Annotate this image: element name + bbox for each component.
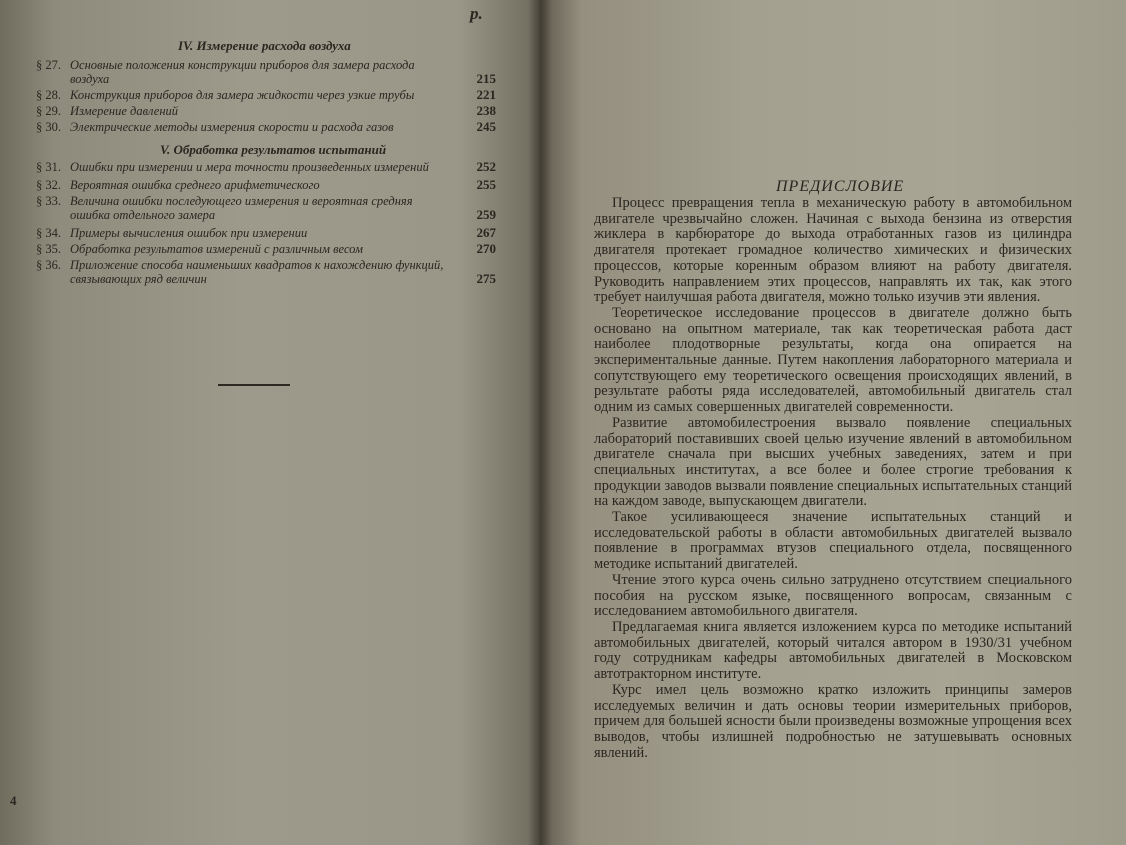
toc-entry-title: Измерение давлений [70, 104, 179, 118]
toc-entry [36, 194, 496, 222]
toc-entry-page: 245 [476, 119, 496, 134]
left-page [0, 0, 540, 845]
toc-entry-page: 267 [476, 225, 496, 240]
running-head: p. [470, 4, 483, 23]
toc-entry-page: 238 [476, 103, 496, 118]
preface-paragraph: Процесс превращения тепла в механическую работу в автомобильном двигателе чрезвычайно сложен. Начиная с выхода бензина из отверстия жиклера в карбюраторе до выхода отработанных газов из цилиндра двигателя протекает громадное количество химических и физических процессов, которые коренным образом влияют на работу двигателя. Руководить направлением этих процессов, направлять их так, как этого требует наилучшая работа двигателя, можно только изучив эти явления. [594, 195, 1072, 306]
toc-section-heading: IV. Измерение расхода воздуха [178, 38, 351, 53]
toc-entry-number: § 27. [36, 58, 61, 72]
toc-entry [36, 104, 496, 118]
preface-paragraph: Развитие автомобилестроения вызвало появление специальных лабораторий поставивших своей целью изучение явлений в автомобильном двигателе сначала при высших учебных заведениях, затем и при специальных институтах, а все более и более строгие требования к продукции заводов вызвали появление специальных испытательных станций на каждом заводе, выпускающем двигатели. [594, 414, 1072, 510]
toc-entry-title: Примеры вычисления ошибок при измерении [70, 226, 308, 240]
book-gutter [528, 0, 552, 845]
toc-entry-page: 252 [476, 159, 496, 174]
toc-entry-title: Величина ошибки последующего измерения и вероятная средняя [70, 194, 413, 208]
toc-entry [36, 258, 496, 286]
page-number: 4 [10, 793, 17, 808]
toc-entry-number: § 31. [36, 160, 61, 174]
toc-entry-title: Обработка результатов измерений с различным весом [70, 242, 363, 256]
toc-entry-title: Ошибки при измерении и мера точности произведенных измерений [70, 160, 429, 174]
toc-entry-page: 255 [476, 177, 496, 192]
toc-entry-number: § 30. [36, 120, 61, 134]
toc-entry [36, 242, 496, 256]
toc-entry-page: 275 [476, 271, 496, 286]
toc-entry-title: Конструкция приборов для замера жидкости через узкие трубы [70, 88, 415, 102]
toc-entry-title-cont: связывающих ряд величин [70, 272, 207, 286]
preface-paragraph: Чтение этого курса очень сильно затруднено отсутствием специального пособия на русском языке, посвященного вопросам, связанным с исследованием автомобильного двигателя. [594, 571, 1072, 620]
preface-paragraph: Теоретическое исследование процессов в двигателе должно быть основано на опытном материале, так как теоретическая работа даст наиболее плодотворные результаты, когда она опирается на экспериментальные данные. Путем накопления лабораторного материала и сопутствующего ему теоретического освещения происходящих явлений, в результате работы ряда исследователей, автомобильный двигатель стал одним из самых совершенных двигателей современности. [594, 304, 1072, 416]
toc-entry-page: 259 [476, 207, 496, 222]
toc-entry [36, 160, 496, 174]
toc-entry-number: § 29. [36, 104, 61, 118]
toc-entry-number: § 36. [36, 258, 61, 272]
preface-paragraph: Курс имел цель возможно кратко изложить принципы замеров исследуемых величин и дать основы теории измерительных приборов, причем для большей ясности были произведены возможные упрощения всех выводов, чтобы излишней подробностью не затушевывать основных явлений. [594, 681, 1072, 761]
preface-title: ПРЕДИСЛОВИЕ [776, 178, 905, 195]
toc-entry-number: § 34. [36, 226, 61, 240]
toc-entry-page: 215 [476, 71, 496, 86]
section-divider [218, 384, 290, 386]
toc-entry-page: 270 [476, 241, 496, 256]
toc-entry-page: 221 [476, 87, 496, 102]
preface-body [594, 196, 1072, 761]
preface-paragraph: Такое усиливающееся значение испытательных станций и исследовательской работы в области автомобильных двигателей вызвало появление в программах втузов специального отдела, посвященного методике испытаний двигателей. [594, 509, 1072, 573]
toc-entry [36, 178, 496, 192]
toc-entry-number: § 32. [36, 178, 61, 192]
toc-entry-title-cont: ошибка отдельного замера [70, 208, 216, 222]
toc-entry [36, 88, 496, 102]
preface-paragraph: Предлагаемая книга является изложением курса по методике испытаний автомобильных двигателей, который читался автором в 1930/31 учебном году сотрудникам кафедры автомобильных двигателей в Московском автотракторном институте. [594, 618, 1072, 683]
toc-entry-title: Приложение способа наименьших квадратов к нахождению функций, [70, 258, 444, 272]
toc-entry [36, 120, 496, 134]
toc-entry-title-cont: воздуха [70, 72, 110, 86]
toc-entry-number: § 33. [36, 194, 61, 208]
toc-entry-title: Электрические методы измерения скорости и расхода газов [70, 120, 394, 134]
toc-entry-title: Основные положения конструкции приборов для замера расхода [70, 58, 415, 72]
toc-entry-number: § 35. [36, 242, 61, 256]
toc-entry-number: § 28. [36, 88, 61, 102]
toc-entry [36, 58, 496, 86]
toc-section-heading: V. Обработка результатов испытаний [160, 142, 387, 157]
toc-entry [36, 226, 496, 240]
toc-entry-title: Вероятная ошибка среднего арифметического [70, 178, 320, 192]
